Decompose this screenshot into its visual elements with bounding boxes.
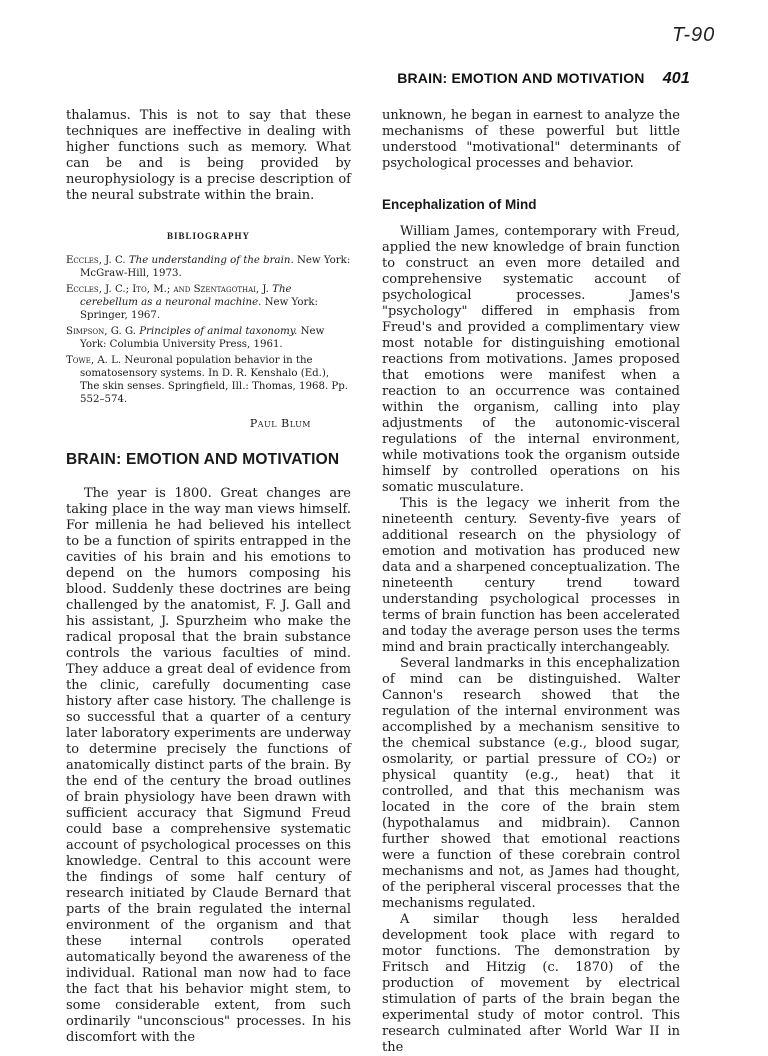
bibliography-entry: Towe, A. L. Neuronal population behavior in the somatosensory systems. In D. R. Kenshalo (Ed.), The skin senses. Springfield, Ill.: Thomas, 1968. Pp. 552–574. (66, 355, 349, 405)
author-signature: Paul Blum (249, 417, 311, 430)
page-number: 401 (662, 70, 690, 87)
carryover-paragraph: thalamus. This is not to say that these techniques are ineffective in dealing with higher functions such as memory. What can be and is being provided by neurophysiology is a precise description of the neural substrate within the brain. (66, 108, 351, 203)
running-head-title: BRAIN: EMOTION AND MOTIVATION (397, 70, 645, 86)
bibliography-entry: Eccles, J. C.; Ito, M.; and Szentagothai, J. The cerebellum as a neuronal machine. New York: Springer, 1967. (66, 284, 318, 321)
bibliography-entry: Eccles, J. C. The understanding of the brain. New York: McGraw-Hill, 1973. (66, 255, 351, 279)
right-column (382, 108, 680, 1056)
running-head (330, 70, 690, 88)
left-column (66, 108, 351, 1046)
bibliography-list (66, 254, 351, 406)
body-paragraph: William James, contemporary with Freud, applied the new knowledge of brain function to construct an even more detailed and comprehensive systematic account of psychological processes. James's "psychology" differed in emphasis from Freud's and provided a complimentary view most notable for distinguishing emotional reactions from motivations. James proposed that emotions were manifest when a reaction to an occurrence was contained within the organism, calling into play adjustments of the autonomic-visceral regulations of the internal environment, while motivations took the organism outside himself by controlled operations on his somatic musculature. (382, 224, 680, 495)
bibliography-heading: BIBLIOGRAPHY (166, 231, 250, 241)
carryover-paragraph: unknown, he began in earnest to analyze the mechanisms of these powerful but little understood "motivational" determinants of psychological processes and behavior. (382, 108, 680, 171)
bibliography-entry: Simpson, G. G. Principles of animal taxonomy. New York: Columbia University Press, 1961. (66, 326, 325, 350)
body-paragraph: This is the legacy we inherit from the nineteenth century. Seventy-five years of additional research on the physiology of emotion and motivation has produced new data and a sharpened conceptualization. The nineteenth century trend toward understanding psychological processes in terms of brain function has been accelerated and today the average person uses the terms mind and brain practically interchangeably. (382, 496, 680, 655)
body-paragraph: The year is 1800. Great changes are taking place in the way man views himself. For millenia he had believed his intellect to be a function of spirits entrapped in the cavities of his brain and his emotions to depend on the humors composing his blood. Suddenly these doctrines are being challenged by the anatomist, F. J. Gall and his assistant, J. Spurzheim who make the radical proposal that the brain substance controls the various faculties of mind. They adduce a great deal of evidence from the clinic, carefully documenting case history after case history. The challenge is so successful that a quarter of a century later laboratory experiments are underway to determine precisely the functions of anatomically distinct parts of the brain. By the end of the century the broad outlines of brain physiology have been drawn with sufficient accuracy that Sigmund Freud could base a comprehensive systematic account of psychological processes on this knowledge. Central to this account were the findings of some half century of research initiated by Claude Bernard that parts of the brain regulated the internal environment of the organism and that these internal controls operated automatically beyond the awareness of the individual. Rational man now had to face the fact that his behavior might stem, to some considerable extent, from such ordinarily "unconscious" processes. In his discomfort with the (66, 486, 351, 1045)
handwritten-page-mark: T-90 (672, 24, 716, 46)
body-paragraph: Several landmarks in this encephalization of mind can be distinguished. Walter Cannon's research showed that the regulation of the internal environment was accomplished by a mechanism sensitive to the chemical substance (e.g., blood sugar, osmolarity, or partial pressure of CO₂) or physical quantity (e.g., heat) that it controlled, and that this mechanism was located in the core of the brain stem (hypothalamus and midbrain). Cannon further showed that emotional reactions were a function of these corebrain control mechanisms and not, as James had thought, of the peripheral visceral processes that the mechanisms regulated. (382, 656, 680, 911)
article-title: BRAIN: EMOTION AND MOTIVATION (66, 451, 340, 468)
body-paragraph: A similar though less heralded development took place with regard to motor functions. The demonstration by Fritsch and Hitzig (c. 1870) of the production of movement by electrical stimulation of parts of the brain began the experimental study of motor control. This research culminated after World War II in the (382, 912, 680, 1055)
section-heading: Encephalization of Mind (382, 197, 537, 212)
